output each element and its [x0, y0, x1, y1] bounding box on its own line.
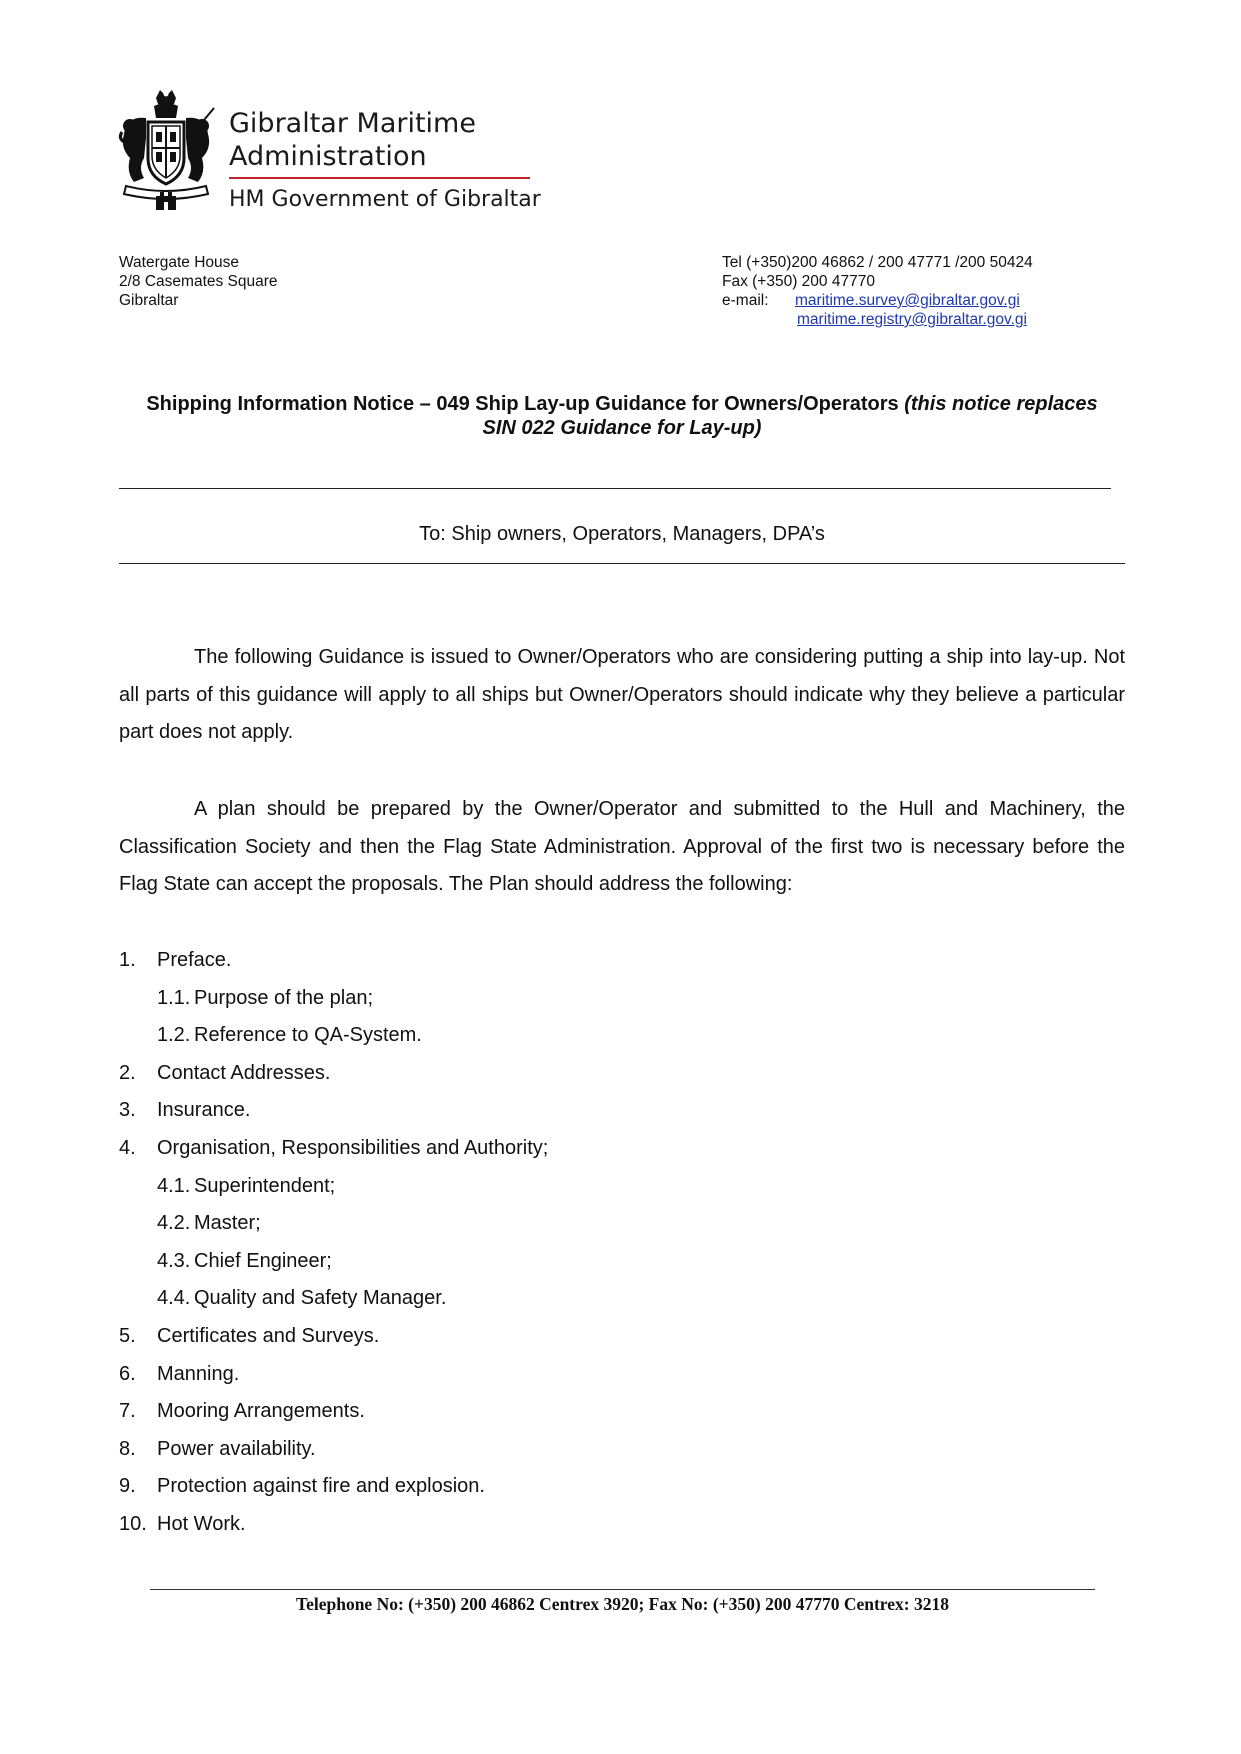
list-item: 1. Preface. [119, 949, 232, 971]
list-subitem: 1.1. Purpose of the plan; [157, 986, 374, 1009]
address-line: Watergate House [119, 254, 240, 271]
divider [119, 563, 1125, 564]
footer-divider [150, 1589, 1095, 1590]
email-row [722, 291, 1033, 310]
email-label: e-mail: [722, 292, 769, 309]
list-subitem: 4.1. Superintendent; [157, 1174, 336, 1197]
list-item: 10. Hot Work. [119, 1512, 246, 1535]
plan-contents-list [119, 942, 548, 1544]
registry-email-link[interactable]: maritime.registry@gibraltar.gov.gi [797, 311, 1027, 328]
divider [119, 488, 1111, 489]
list-item: 6. Manning. [119, 1362, 240, 1385]
list-item: 7. Mooring Arrangements. [119, 1400, 365, 1423]
notice-title-main: Shipping Information Notice – 049 Ship Lay-up Guidance for Owners/Operators [146, 393, 905, 415]
body-paragraph [119, 791, 1125, 904]
list-item: 5. Certificates and Surveys. [119, 1324, 380, 1347]
list-item: 8. Power availability. [119, 1437, 316, 1460]
recipients-line: To: Ship owners, Operators, Managers, DPA’s [419, 523, 825, 545]
notice-title-replaces: (this notice replaces [904, 393, 1098, 415]
list-subitem: 4.2. Master; [157, 1212, 261, 1235]
notice-title [119, 392, 1125, 440]
government-name: HM Government of Gibraltar [229, 187, 541, 212]
email-row [722, 310, 1033, 329]
list-subitem: 4.3. Chief Engineer; [157, 1249, 332, 1272]
letterhead-divider [229, 177, 530, 179]
list-item: 4. Organisation, Responsibilities and Authority; [119, 1136, 549, 1159]
org-name-line1: Gibraltar Maritime [229, 108, 476, 139]
notice-title-replaces-cont: SIN 022 Guidance for Lay-up) [482, 417, 762, 439]
paragraph-text: A plan should be prepared by the Owner/Operator and submitted to the Hull and Machinery, the Classification Society and then the Flag State Administration. Approval of the first two is necessary before the Flag State can accept the proposals. The Plan should address the following: [119, 798, 1125, 895]
list-item: 9. Protection against fire and explosion. [119, 1475, 485, 1498]
page-footer: Telephone No: (+350) 200 46862 Centrex 3920; Fax No: (+350) 200 47770 Centrex: 3218 [296, 1594, 949, 1614]
gibraltar-coat-of-arms-icon [116, 88, 216, 212]
list-item: 3. Insurance. [119, 1099, 251, 1122]
address-line: Gibraltar [119, 292, 179, 309]
telephone-numbers: Tel (+350)200 46862 / 200 47771 /200 50424 [722, 254, 1033, 271]
postal-address [119, 253, 278, 310]
survey-email-link[interactable]: maritime.survey@gibraltar.gov.gi [795, 292, 1020, 309]
org-name-line2: Administration [229, 141, 427, 172]
fax-number: Fax (+350) 200 47770 [722, 273, 875, 290]
list-subitem: 1.2. Reference to QA-System. [157, 1024, 422, 1047]
address-line: 2/8 Casemates Square [119, 273, 278, 290]
paragraph-text: The following Guidance is issued to Owner/Operators who are considering putting a ship into lay-up. Not all parts of this guidance will apply to all ships but Owner/Operators should indicate why they believe a particular part does not apply. [119, 646, 1125, 743]
list-item: 2. Contact Addresses. [119, 1061, 331, 1084]
contact-details [722, 253, 1033, 329]
body-paragraph [119, 639, 1125, 752]
list-subitem: 4.4. Quality and Safety Manager. [157, 1287, 447, 1310]
